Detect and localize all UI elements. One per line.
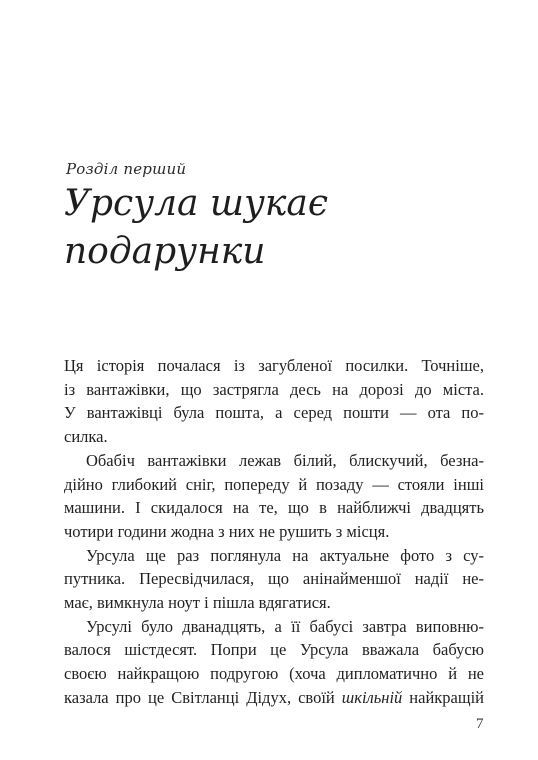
chapter-title [64, 180, 484, 276]
emphasized-word: шкільній [341, 687, 403, 707]
text-line: дійно глибокий сніг, попереду й позаду — стояли інші [64, 474, 484, 494]
text-run: казала про це Світланці Дідух, своїй [64, 687, 342, 707]
text-line: машини. І скидалося на те, що в найближчі двадцять [64, 498, 484, 518]
chapter-title-line-1: Урсула шукає [64, 183, 329, 224]
text-line: із вантажівки, що застрягла десь на дорозі до міста. [64, 379, 484, 399]
text-line: силка. [64, 427, 108, 447]
text-line: Обабіч вантажівки лежав білий, блискучий, безна- [86, 450, 484, 470]
text-line: У вантажівці була пошта, а серед пошти — ота по- [64, 403, 484, 423]
text-line: своєю найкращою подругою (хоча дипломатично й не [64, 664, 484, 684]
paragraph-1 [64, 354, 484, 449]
chapter-title-line-2: подарунки [64, 231, 266, 272]
paragraph-4 [64, 615, 484, 710]
body-text [64, 354, 484, 710]
chapter-label: Розділ перший [66, 160, 187, 178]
text-run: найкращій [402, 687, 485, 707]
text-line: путника. Пересвідчилася, що анінайменшої надії не- [64, 569, 484, 589]
text-line: Урсула ще раз поглянула на актуальне фото з су- [86, 545, 484, 565]
text-line: валося шістдесят. Попри це Урсула вважала бабусю [64, 640, 484, 660]
text-line: Урсулі було дванадцять, а її бабусі завтра виповню- [86, 616, 484, 636]
text-line: чотири години жодна з них не рушить з місця. [64, 521, 390, 541]
page-number: 7 [476, 716, 484, 732]
text-line: Ця історія почалася із загубленої посилки. Точніше, [64, 356, 484, 375]
paragraph-2 [64, 449, 484, 544]
paragraph-3 [64, 544, 484, 615]
text-line-mixed [64, 686, 484, 710]
text-line: має, вимкнула ноут і пішла вдягатися. [64, 593, 331, 613]
